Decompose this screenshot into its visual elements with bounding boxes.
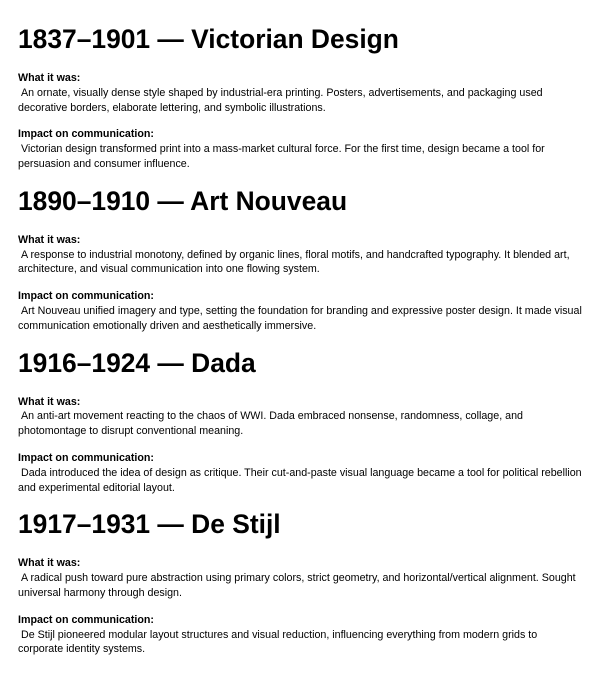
era-section-de-stijl (18, 509, 585, 657)
impact-label: Impact on communication: (18, 613, 154, 626)
what-it-was-label: What it was: (18, 395, 81, 408)
era-heading: 1890–1910 — Art Nouveau (18, 185, 348, 216)
what-it-was-label: What it was: (18, 557, 81, 570)
what-it-was-label: What it was: (18, 233, 81, 246)
era-heading: 1917–1931 — De Stijl (18, 509, 281, 540)
what-it-was-paragraph (18, 556, 585, 600)
era-heading: 1916–1924 — Dada (18, 347, 256, 378)
what-it-was-text: An anti-art movement reacting to the chaos of WWI. Dada embraced nonsense, randomness, collage, and photomontage to disrupt conventional meaning. (18, 410, 526, 438)
impact-label: Impact on communication: (18, 128, 154, 141)
impact-paragraph (18, 127, 585, 171)
what-it-was-text: A radical push toward pure abstraction using primary colors, strict geometry, and horizontal/vertical alignment. Sought universal harmony through design. (18, 572, 579, 599)
what-it-was-label: What it was: (18, 72, 81, 84)
impact-label: Impact on communication: (18, 290, 154, 303)
impact-label: Impact on communication: (18, 451, 154, 464)
impact-text: Art Nouveau unified imagery and type, setting the foundation for branding and expressive poster design. It made visual communication emotionally driven and aesthetically immersive. (18, 304, 585, 332)
impact-text: Victorian design transformed print into a mass-market cultural force. For the first time, design became a tool for persuasion and consumer influence. (18, 143, 548, 170)
impact-paragraph (18, 289, 585, 333)
era-section-dada (18, 348, 585, 496)
what-it-was-text: A response to industrial monotony, defined by organic lines, floral motifs, and handcrafted typography. It blended art, architecture, and visual communication into one flowing system. (18, 248, 573, 276)
era-section-victorian-design (18, 24, 585, 172)
what-it-was-paragraph (18, 233, 585, 277)
what-it-was-text: An ornate, visually dense style shaped by industrial-era printing. Posters, advertisements, and packaging used decorative borders, elaborate lettering, and symbolic illustrations. (18, 86, 546, 114)
era-heading: 1837–1901 — Victorian Design (18, 24, 399, 54)
era-section-art-nouveau (18, 186, 585, 334)
impact-paragraph (18, 451, 585, 495)
what-it-was-paragraph (18, 71, 585, 115)
impact-text: Dada introduced the idea of design as critique. Their cut-and-paste visual language became a tool for political rebellion and experimental editorial layout. (18, 466, 585, 494)
what-it-was-paragraph (18, 395, 585, 439)
impact-text: De Stijl pioneered modular layout structures and visual reduction, influencing everything from modern grids to corporate identity systems. (18, 628, 541, 656)
impact-paragraph (18, 613, 585, 657)
